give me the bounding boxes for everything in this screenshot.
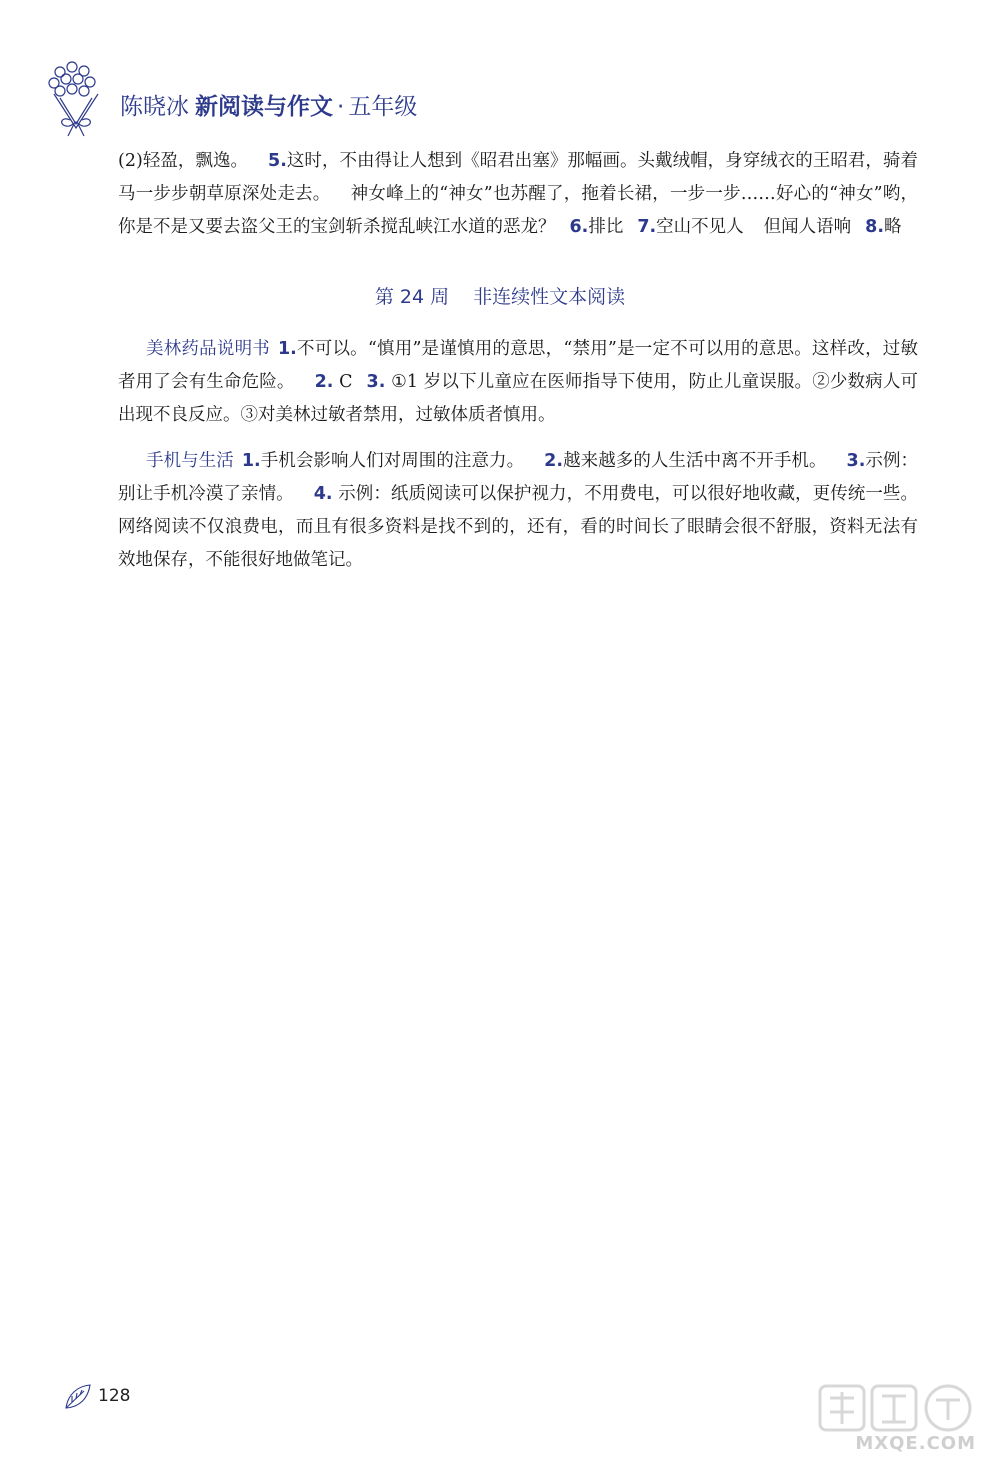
subsection-title: 美林药品说明书 [146, 339, 270, 359]
page-footer [60, 1380, 160, 1420]
answer-text: 这时，不由得让人想到《昭君出塞》那幅画。头戴绒帽，身穿绒衣的王昭君，骑着马一步步朝草原深处走去。 [118, 151, 918, 204]
watermark-logo-icon [812, 1378, 982, 1438]
subsection-title: 手机与生活 [146, 451, 234, 471]
answer-text: 手机会影响人们对周围的注意力。 [260, 451, 525, 471]
week-label: 第 24 周 [374, 286, 450, 308]
answer-number: 7. [637, 217, 657, 237]
answer-text: ①1 岁以下儿童应在医师指导下使用，防止儿童误服。②少数病人可出现不良反应。③对美林过敏者禁用，过敏体质者慎用。 [118, 372, 918, 425]
answer-number: 1. [278, 339, 297, 359]
answer-number: 4. [313, 484, 333, 504]
answer-text: C [339, 372, 353, 392]
answer-text: 略 [883, 217, 902, 237]
watermark [812, 1378, 982, 1458]
watermark-url: MXQE.COM [855, 1433, 976, 1454]
answer-paragraph-3 [118, 445, 918, 577]
answer-paragraph-2 [118, 333, 918, 432]
author-name: 陈晓冰 [120, 94, 189, 120]
answer-text: 示例：纸质阅读可以保护视力，不用费电，可以很好地收藏，更传统一些。网络阅读不仅浪费电，而且有很多资料是找不到的，还有，看的时间长了眼睛会很不舒服，资料无法有效地保存，不能很好地做笔记。 [118, 484, 918, 570]
book-title [120, 88, 417, 121]
answer-number: 3. [366, 372, 386, 392]
answer-text: 越来越多的人生活中离不开手机。 [563, 451, 827, 471]
series-title: 新阅读与作文 [195, 94, 333, 120]
answer-text: 不可以。“慎用”是谨慎用的意思，“禁用”是一定不可以用的意思。这样改，过敏者用了会有生命危险。 [118, 339, 918, 392]
answer-number: 8. [865, 217, 884, 237]
grade-label: 五年级 [348, 94, 418, 120]
flower-bouquet-icon [40, 58, 112, 138]
answer-text: 神女峰上的“神女”也苏醒了，拖着长裙，一步一步……好心的“神女”哟，你是不是又要去盗父王的宝剑斩杀搅乱峡江水道的恶龙？ [118, 184, 919, 237]
section-heading [0, 282, 1000, 309]
answer-number: 2. [314, 372, 334, 392]
answer-number: 1. [241, 451, 261, 471]
page-header [40, 58, 640, 138]
section-name: 非连续性文本阅读 [473, 286, 626, 308]
answer-text: 但闻人语响 [763, 217, 852, 237]
answer-number: 6. [569, 217, 589, 237]
leaf-icon [60, 1380, 94, 1414]
answer-paragraph-1 [118, 145, 918, 244]
page-number: 128 [98, 1386, 131, 1406]
title-separator: · [337, 94, 345, 120]
answer-number: 2. [544, 451, 563, 471]
answer-number: 5. [268, 151, 287, 171]
answer-number: 3. [846, 451, 866, 471]
answer-text: 空山不见人 [656, 217, 744, 237]
answer-text: (2)轻盈，飘逸。 [118, 151, 249, 171]
answer-text: 示例：别让手机冷漠了亲情。 [118, 451, 919, 504]
answer-text: 排比 [588, 217, 624, 237]
